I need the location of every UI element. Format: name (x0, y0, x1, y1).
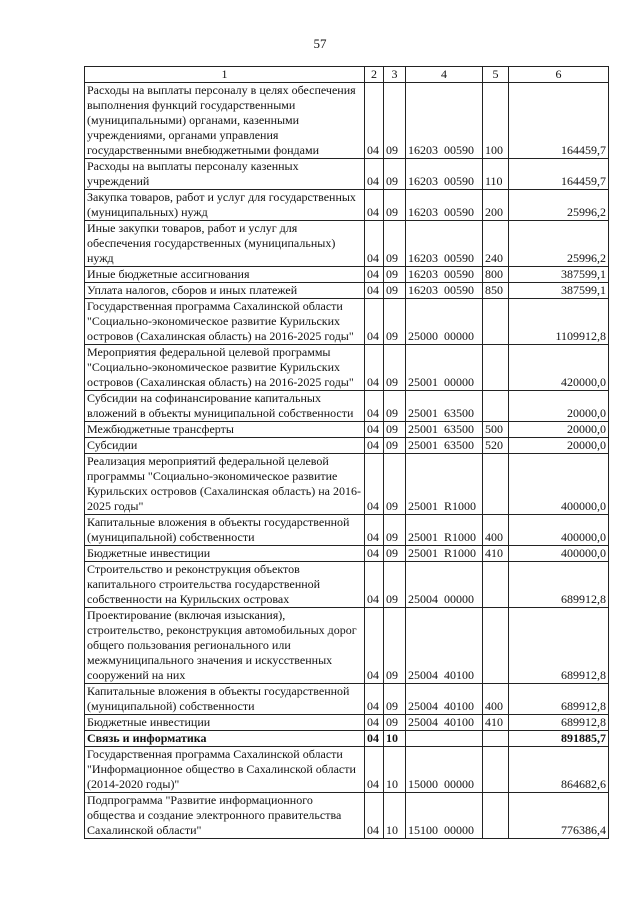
row-expense-type: 410 (483, 546, 509, 562)
row-section: 04 (365, 83, 384, 159)
row-name: Капитальные вложения в объекты государственной (муниципальной) собственности (85, 515, 365, 546)
row-section: 04 (365, 515, 384, 546)
row-section: 04 (365, 190, 384, 221)
row-target-code: 16203 00590 (406, 159, 483, 190)
row-expense-type: 240 (483, 221, 509, 267)
page-number: 57 (313, 36, 327, 51)
table-row (85, 715, 609, 731)
header-cell: 5 (483, 67, 509, 83)
row-name: Мероприятия федеральной целевой программы "Социально-экономическое развитие Курильских островов (Сахалинская область) на 2016-2025 годы" (85, 345, 365, 391)
table-row (85, 299, 609, 345)
row-expense-type (483, 562, 509, 608)
row-amount: 689912,8 (509, 715, 609, 731)
row-target-code: 16203 00590 (406, 283, 483, 299)
row-amount: 776386,4 (509, 793, 609, 839)
row-subsection: 09 (384, 267, 406, 283)
row-subsection: 09 (384, 159, 406, 190)
row-subsection: 10 (384, 747, 406, 793)
row-name: Реализация мероприятий федеральной целевой программы "Социально-экономическое развитие Курильских островов (Сахалинская область) на 2016-2025 годы" (85, 454, 365, 515)
row-section: 04 (365, 793, 384, 839)
row-amount: 689912,8 (509, 608, 609, 684)
row-name: Субсидии (85, 438, 365, 454)
row-section: 04 (365, 391, 384, 422)
header-cell: 4 (406, 67, 483, 83)
row-expense-type: 100 (483, 83, 509, 159)
row-amount: 20000,0 (509, 438, 609, 454)
row-subsection: 09 (384, 422, 406, 438)
row-subsection: 09 (384, 454, 406, 515)
row-section: 04 (365, 747, 384, 793)
row-subsection: 09 (384, 190, 406, 221)
row-section: 04 (365, 608, 384, 684)
row-target-code: 16203 00590 (406, 83, 483, 159)
row-target-code: 25001 63500 (406, 391, 483, 422)
row-section: 04 (365, 438, 384, 454)
row-expense-type (483, 299, 509, 345)
row-expense-type (483, 731, 509, 747)
header-cell: 1 (85, 67, 365, 83)
table-row (85, 546, 609, 562)
row-target-code: 16203 00590 (406, 221, 483, 267)
table-row (85, 221, 609, 267)
row-section: 04 (365, 299, 384, 345)
row-expense-type (483, 391, 509, 422)
budget-table (84, 66, 609, 839)
row-expense-type (483, 608, 509, 684)
table-row (85, 454, 609, 515)
row-name: Бюджетные инвестиции (85, 715, 365, 731)
row-target-code: 25001 63500 (406, 438, 483, 454)
row-amount: 164459,7 (509, 83, 609, 159)
table-row (85, 731, 609, 747)
table-row (85, 793, 609, 839)
row-expense-type: 500 (483, 422, 509, 438)
row-target-code: 25000 00000 (406, 299, 483, 345)
row-amount: 689912,8 (509, 562, 609, 608)
header-cell: 6 (509, 67, 609, 83)
row-amount: 400000,0 (509, 546, 609, 562)
row-subsection: 10 (384, 731, 406, 747)
row-section: 04 (365, 684, 384, 715)
row-name: Капитальные вложения в объекты государственной (муниципальной) собственности (85, 684, 365, 715)
row-amount: 1109912,8 (509, 299, 609, 345)
table-row (85, 345, 609, 391)
row-amount: 20000,0 (509, 422, 609, 438)
row-target-code: 25001 00000 (406, 345, 483, 391)
row-name: Подпрограмма "Развитие информационного общества и создание электронного правительства Сахалинской области" (85, 793, 365, 839)
row-subsection: 09 (384, 221, 406, 267)
row-section: 04 (365, 159, 384, 190)
table-row (85, 438, 609, 454)
row-name: Связь и информатика (85, 731, 365, 747)
table-body (85, 83, 609, 839)
table-row (85, 159, 609, 190)
row-section: 04 (365, 546, 384, 562)
row-section: 04 (365, 267, 384, 283)
header-row (85, 67, 609, 83)
row-target-code: 16203 00590 (406, 267, 483, 283)
row-amount: 689912,8 (509, 684, 609, 715)
row-amount: 25996,2 (509, 190, 609, 221)
row-target-code (406, 731, 483, 747)
row-amount: 164459,7 (509, 159, 609, 190)
row-target-code: 25004 00000 (406, 562, 483, 608)
row-target-code: 25001 63500 (406, 422, 483, 438)
table-row (85, 747, 609, 793)
row-subsection: 09 (384, 608, 406, 684)
row-subsection: 09 (384, 715, 406, 731)
row-name: Строительство и реконструкция объектов капитального строительства государственной собственности на Курильских островах (85, 562, 365, 608)
row-name: Проектирование (включая изыскания), строительство, реконструкция автомобильных дорог общего пользования регионального или межмуниципального значения и искусственных сооружений на них (85, 608, 365, 684)
row-name: Расходы на выплаты персоналу казенных учреждений (85, 159, 365, 190)
row-subsection: 09 (384, 391, 406, 422)
row-amount: 891885,7 (509, 731, 609, 747)
table-row (85, 562, 609, 608)
row-name: Иные закупки товаров, работ и услуг для обеспечения государственных (муниципальных) нужд (85, 221, 365, 267)
table-row (85, 515, 609, 546)
row-target-code: 25001 R1000 (406, 515, 483, 546)
table-row (85, 83, 609, 159)
row-name: Уплата налогов, сборов и иных платежей (85, 283, 365, 299)
row-subsection: 09 (384, 684, 406, 715)
row-section: 04 (365, 454, 384, 515)
header-cell: 3 (384, 67, 406, 83)
row-expense-type (483, 345, 509, 391)
row-name: Государственная программа Сахалинской области "Социально-экономическое развитие Курильских островов (Сахалинская область) на 2016-2025 годы" (85, 299, 365, 345)
row-amount: 420000,0 (509, 345, 609, 391)
row-subsection: 09 (384, 345, 406, 391)
row-amount: 20000,0 (509, 391, 609, 422)
row-target-code: 15100 00000 (406, 793, 483, 839)
row-section: 04 (365, 715, 384, 731)
row-amount: 387599,1 (509, 283, 609, 299)
row-section: 04 (365, 562, 384, 608)
row-subsection: 09 (384, 546, 406, 562)
row-subsection: 09 (384, 562, 406, 608)
row-expense-type: 400 (483, 684, 509, 715)
row-expense-type: 110 (483, 159, 509, 190)
row-expense-type: 520 (483, 438, 509, 454)
row-expense-type: 400 (483, 515, 509, 546)
row-name: Межбюджетные трансферты (85, 422, 365, 438)
row-target-code: 16203 00590 (406, 190, 483, 221)
row-amount: 864682,6 (509, 747, 609, 793)
row-subsection: 09 (384, 299, 406, 345)
row-target-code: 25004 40100 (406, 684, 483, 715)
row-expense-type (483, 793, 509, 839)
row-subsection: 09 (384, 438, 406, 454)
row-expense-type: 850 (483, 283, 509, 299)
row-name: Закупка товаров, работ и услуг для государственных (муниципальных) нужд (85, 190, 365, 221)
row-section: 04 (365, 422, 384, 438)
row-subsection: 09 (384, 83, 406, 159)
row-name: Расходы на выплаты персоналу в целях обеспечения выполнения функций государственными (муниципальными) органами, казенными учреждениями, органами управления государственными внебюджетными фондами (85, 83, 365, 159)
row-section: 04 (365, 221, 384, 267)
row-name: Бюджетные инвестиции (85, 546, 365, 562)
table-row (85, 391, 609, 422)
row-target-code: 25004 40100 (406, 715, 483, 731)
row-subsection: 09 (384, 515, 406, 546)
row-expense-type: 800 (483, 267, 509, 283)
row-expense-type: 200 (483, 190, 509, 221)
row-subsection: 10 (384, 793, 406, 839)
row-amount: 400000,0 (509, 515, 609, 546)
row-expense-type (483, 747, 509, 793)
row-target-code: 25001 R1000 (406, 454, 483, 515)
table-row (85, 684, 609, 715)
table-row (85, 190, 609, 221)
row-section: 04 (365, 731, 384, 747)
row-target-code: 15000 00000 (406, 747, 483, 793)
row-name: Государственная программа Сахалинской области "Информационное общество в Сахалинской области (2014-2020 годы)" (85, 747, 365, 793)
row-subsection: 09 (384, 283, 406, 299)
table-row (85, 608, 609, 684)
row-expense-type: 410 (483, 715, 509, 731)
header-cell: 2 (365, 67, 384, 83)
table-row (85, 267, 609, 283)
row-name: Иные бюджетные ассигнования (85, 267, 365, 283)
table-row (85, 283, 609, 299)
row-target-code: 25001 R1000 (406, 546, 483, 562)
row-amount: 387599,1 (509, 267, 609, 283)
row-expense-type (483, 454, 509, 515)
row-name: Субсидии на софинансирование капитальных вложений в объекты муниципальной собственности (85, 391, 365, 422)
row-section: 04 (365, 345, 384, 391)
row-target-code: 25004 40100 (406, 608, 483, 684)
row-amount: 400000,0 (509, 454, 609, 515)
row-section: 04 (365, 283, 384, 299)
row-amount: 25996,2 (509, 221, 609, 267)
table-row (85, 422, 609, 438)
